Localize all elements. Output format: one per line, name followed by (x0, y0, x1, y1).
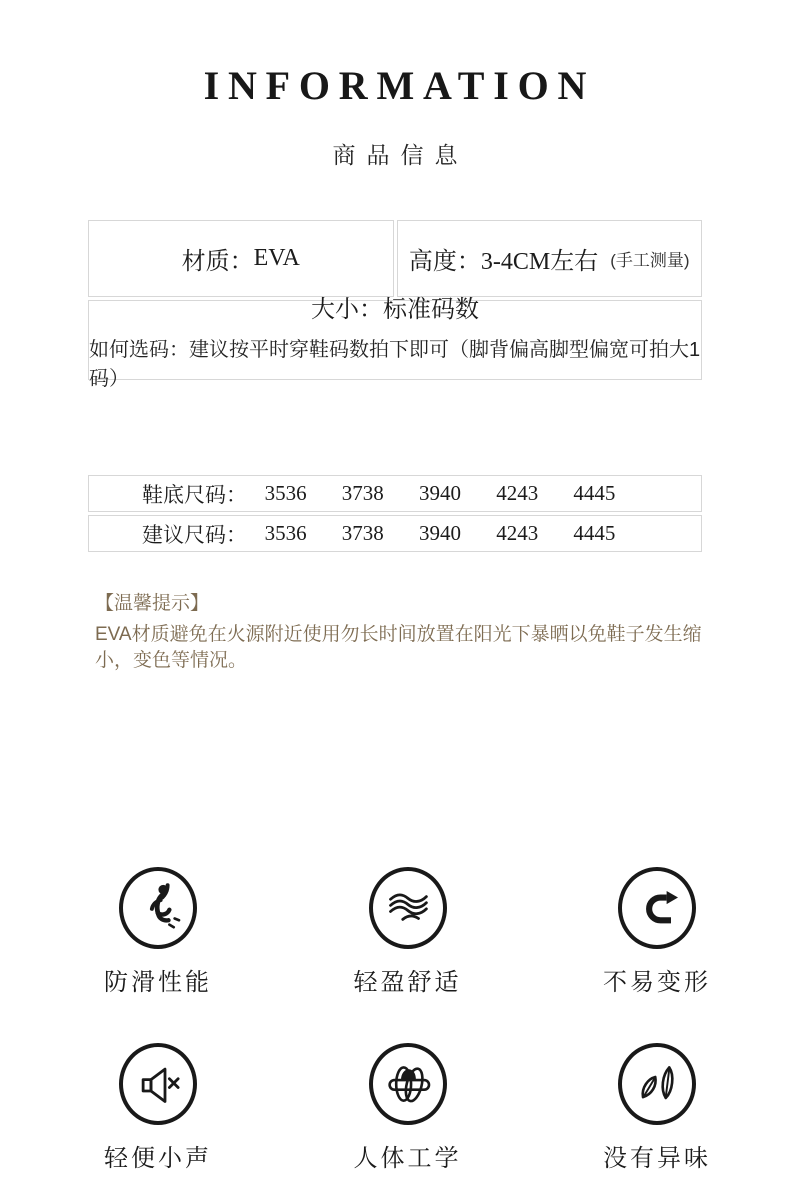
size-cell: 3940 (419, 481, 461, 505)
feature-label: 没有异味 (603, 1145, 711, 1173)
size-cell: 3940 (419, 521, 461, 545)
feature-shape-retention (592, 867, 722, 997)
size-label: 大小： (311, 296, 383, 323)
material-value: EVA (253, 245, 300, 271)
leaves-icon (618, 1043, 696, 1125)
height-label: 高度： (408, 248, 481, 275)
size-chart-table (88, 475, 702, 552)
feature-lightweight-comfort (343, 867, 473, 997)
page-title: INFORMATION (203, 63, 596, 108)
size-cell: 4445 (573, 481, 616, 505)
feature-label: 不易变形 (603, 969, 711, 997)
spec-table (88, 220, 702, 390)
size-value: 标准码数 (383, 296, 479, 323)
falling-person-icon (119, 867, 197, 949)
feature-label: 轻盈舒适 (353, 969, 462, 997)
row-label: 鞋底尺码： (142, 483, 247, 507)
spec-cell-height (397, 220, 703, 297)
table-row-suggested-size (88, 515, 702, 552)
feature-grid (0, 867, 790, 1173)
material-label: 材质： (181, 248, 254, 275)
table-row-sole-size (88, 475, 702, 512)
height-value: 3-4CM左右 (480, 249, 599, 275)
feature-ergonomic (343, 1043, 473, 1173)
size-cell: 3536 (264, 521, 307, 545)
feature-row-2 (93, 1043, 722, 1173)
feature-row-1 (93, 867, 722, 997)
size-cell: 4243 (496, 521, 539, 545)
feature-anti-slip (93, 867, 223, 997)
size-cell: 4445 (573, 521, 616, 545)
spec-cell-size (88, 296, 702, 390)
feature-no-odor (592, 1043, 722, 1173)
ergonomic-insole-icon (369, 1043, 447, 1125)
size-guide-text: 如何选码：建议按平时穿鞋码数拍下即可（脚背偏高脚型偏宽可拍大1码） (89, 339, 701, 390)
muted-speaker-icon (119, 1043, 197, 1125)
size-cell: 4243 (496, 481, 539, 505)
page-subtitle: 商品信息 (332, 142, 469, 168)
feature-label: 轻便小声 (104, 1145, 212, 1173)
height-note: (手工测量) (610, 251, 690, 270)
waves-icon (369, 867, 447, 949)
feature-quiet (93, 1043, 223, 1173)
row-label: 建议尺码： (142, 523, 247, 547)
spec-cell-material (88, 220, 394, 297)
warm-tips-body: EVA材质避免在火源附近使用勿长时间放置在阳光下暴晒以免鞋子发生缩小，变色等情况。 (95, 624, 702, 671)
warm-tips-title: 【温馨提示】 (95, 593, 210, 614)
feature-label: 人体工学 (353, 1145, 462, 1173)
size-cell: 3738 (341, 481, 384, 505)
size-line (311, 289, 479, 324)
u-turn-arrow-icon (618, 867, 696, 949)
warm-tips (95, 588, 730, 673)
size-cell: 3738 (341, 521, 384, 545)
size-cell: 3536 (264, 481, 307, 505)
feature-label: 防滑性能 (104, 969, 212, 997)
